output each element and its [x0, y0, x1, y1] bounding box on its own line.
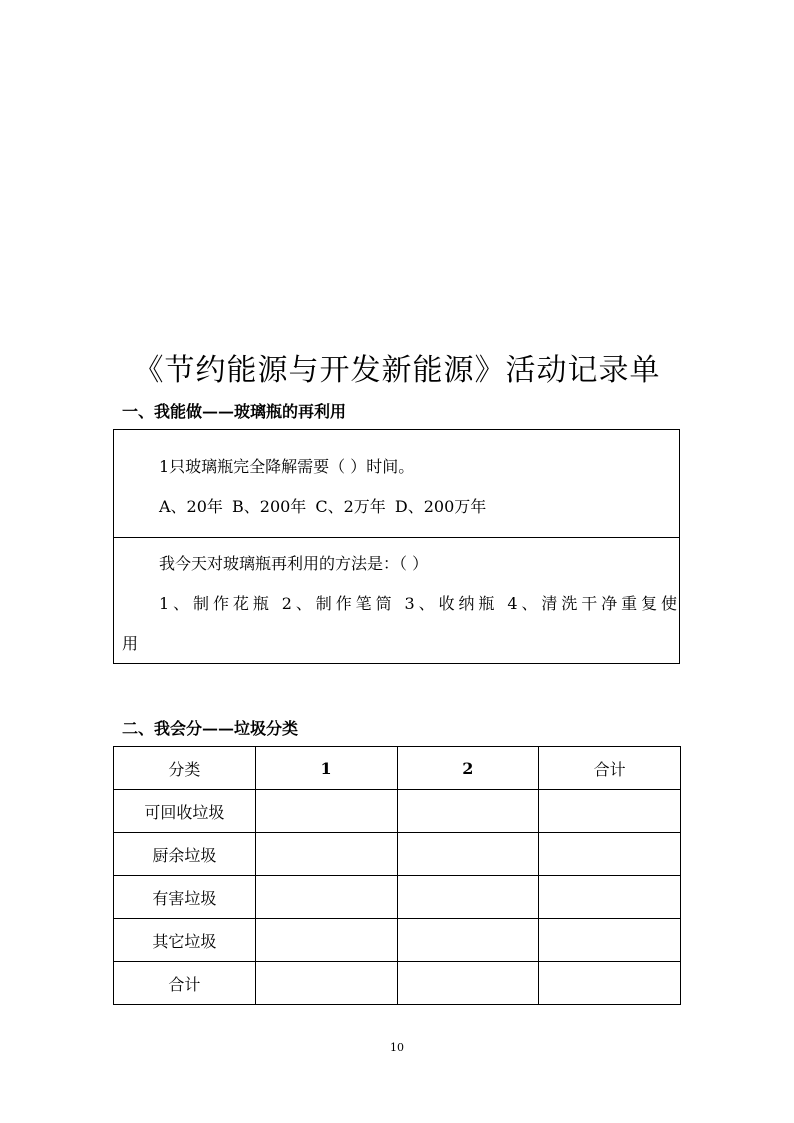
table-cell — [539, 962, 681, 1005]
table-row — [114, 962, 681, 1005]
table-row — [114, 833, 681, 876]
table-cell — [539, 833, 681, 876]
table-cell — [255, 962, 397, 1005]
table-cell — [397, 876, 539, 919]
glass-reuse-box — [113, 429, 680, 664]
header-col-2: 2 — [397, 747, 539, 790]
header-total: 合计 — [539, 747, 681, 790]
row-label: 厨余垃圾 — [114, 833, 256, 876]
row-label: 有害垃圾 — [114, 876, 256, 919]
table-cell — [397, 833, 539, 876]
row-label: 其它垃圾 — [114, 919, 256, 962]
header-category: 分类 — [114, 747, 256, 790]
degradation-question: 1只玻璃瓶完全降解需要（ ）时间。 — [159, 457, 415, 476]
table-cell — [397, 790, 539, 833]
table-header-row — [114, 747, 681, 790]
table-row — [114, 790, 681, 833]
header-col-1: 1 — [255, 747, 397, 790]
garbage-sort-table — [113, 746, 681, 1005]
section1-heading: 一、我能做——玻璃瓶的再利用 — [122, 402, 347, 421]
reuse-method-cell — [114, 538, 679, 663]
page-number: 10 — [390, 1041, 404, 1054]
degradation-options: A、20年 B、200年 C、2万年 D、200万年 — [159, 497, 487, 516]
reuse-method-options: 1、制作花瓶 2、制作笔筒 3、收纳瓶 4、清洗干净重复使 — [159, 594, 677, 613]
table-cell — [539, 876, 681, 919]
row-label: 可回收垃圾 — [114, 790, 256, 833]
page-title: 《节约能源与开发新能源》活动记录单 — [133, 353, 661, 388]
table-cell — [255, 790, 397, 833]
table-cell — [397, 919, 539, 962]
section2-heading: 二、我会分——垃圾分类 — [122, 719, 299, 738]
reuse-method-options-wrap: 用 — [122, 634, 139, 653]
table-cell — [397, 962, 539, 1005]
table-row — [114, 919, 681, 962]
degradation-question-cell — [114, 430, 679, 538]
table-cell — [255, 919, 397, 962]
table-cell — [539, 919, 681, 962]
table-cell — [255, 833, 397, 876]
table-cell — [255, 876, 397, 919]
table-cell — [539, 790, 681, 833]
row-label: 合计 — [114, 962, 256, 1005]
reuse-method-prompt: 我今天对玻璃瓶再利用的方法是：（ ） — [159, 554, 429, 573]
table-row — [114, 876, 681, 919]
